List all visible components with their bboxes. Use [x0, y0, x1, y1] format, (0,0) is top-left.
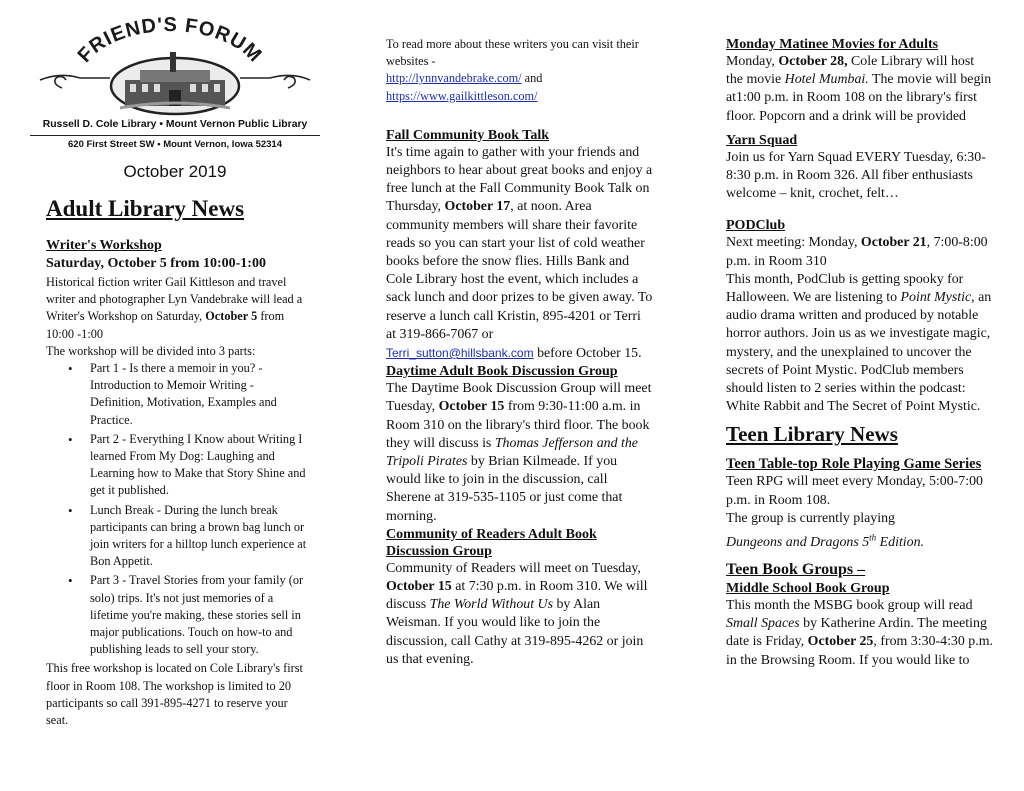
rpg-text: Teen RPG will meet every Monday, 5:00-7:00 p.m. in Room 108. The group is currently playing Dungeons and Dragons 5th Edition. [726, 474, 983, 550]
masthead-divider [30, 135, 320, 136]
library-address: 620 First Street SW • Mount Vernon, Iowa 52314 [68, 139, 282, 150]
community-readers-heading: Community of Readers Adult Book Discussion Group [386, 526, 597, 559]
lynn-vandebrake-link[interactable]: http://lynnvandebrake.com/ [386, 71, 522, 86]
middle-school-group-heading: Middle School Book Group [726, 580, 890, 596]
yarn-squad-heading: Yarn Squad [726, 132, 798, 148]
matinee-heading: Monday Matinee Movies for Adults [726, 37, 939, 52]
teen-news-title: Teen Library News [726, 422, 898, 447]
podclub-heading: PODClub [726, 218, 786, 234]
list-item: • Part 1 - Is there a memoir in you? - Introduction to Memoir Writing - Definition, Motivation, Examples and Practice. [90, 360, 308, 429]
issue-month: October 2019 [123, 162, 227, 181]
library-names: Russell D. Cole Library • Mount Vernon Public Library [42, 119, 308, 130]
fall-book-talk-text: It's time again to gather with your friends and neighbors to hear about great books and enjoy a free lunch at the Fall Community Book Talk on Thursday, October 17, at noon. Area community members will share their favorite reads so you can start your list of cold weather books before the snow flies. Hills Bank and Cole Library host the event, which includes a sack lunch and door prizes to be given away. To reserve a lunch call Kristin, 895-4201 or Terri at 319-866-7067 or Terri_sutton@hillsbank.com before October 15. [386, 144, 653, 362]
daytime-group-text: The Daytime Book Discussion Group will meet Tuesday, October 15 from 9:30-11:00 a.m. in Room 310 on the library's third floor. The book they will discuss is Thomas Jefferson and the Tripoli Pirates by Brian Kilmeade. If you would like to join in the discussion, call Sherene at 319-535-1105 or just come that morning. [386, 381, 652, 524]
workshop-parts-list [46, 360, 308, 658]
list-item: • Part 3 - Travel Stories from your family (or solo) trips. It's not just memories of a lifetime you're making, these stories sell in major publications. Touch on how-to and publishing leads to sell your story. [90, 572, 308, 658]
rpg-heading: Teen Table-top Role Playing Game Series [726, 456, 982, 473]
logo-arc-text: FRIEND'S FORUM [73, 14, 267, 67]
middle-school-group-text: This month the MSBG book group will read Small Spaces by Katherine Ardin. The meeting date is Friday, October 25, from 3:30-4:30 p.m. in the Browsing Room. If you would like to [726, 597, 993, 668]
workshop-date: Saturday, October 5 from 10:00-1:00 [46, 256, 266, 271]
column-1 [30, 0, 320, 729]
fall-book-talk-heading: Fall Community Book Talk [386, 127, 549, 143]
adult-news-title: Adult Library News [46, 196, 245, 221]
masthead [30, 0, 320, 158]
workshop-intro: Historical fiction writer Gail Kittleson and travel writer and photographer Lyn Vandebrake will lead a Writer's Workshop on Saturday, October 5 from 10:00 -1:00 [46, 275, 303, 341]
column-3 [726, 36, 994, 670]
daytime-group-heading: Daytime Adult Book Discussion Group [386, 364, 618, 380]
podclub-text: Next meeting: Monday, October 21, 7:00-8:00 p.m. in Room 310 This month, PodClub is getting spooky for Halloween. We are listening to Point Mystic, an audio drama written and produced by notable horror authors. Join us as we investigate magic, mystery, and the unexplained to uncover the secrets of Point Mystic. PodClub members should listen to 2 series within the podcast: White Rabbit and The Secret of Point Mystic. [726, 235, 992, 415]
writers-workshop-section [46, 237, 308, 729]
list-item: • Part 2 - Everything I Know about Writing I learned From My Dog: Laughing and Learning how to Make that Story Shine and get it published. [90, 431, 308, 500]
terri-email-link[interactable]: Terri_sutton@hillsbank.com [386, 346, 534, 361]
writers-workshop-heading: Writer's Workshop [46, 238, 162, 253]
workshop-closing: This free workshop is located on Cole Library's first floor in Room 108. The workshop is limited to 20 participants so call 391-895-4271 to reserve your seat. [46, 661, 303, 728]
community-readers-text: Community of Readers will meet on Tuesday, October 15 at 7:30 p.m. in Room 310. We will discuss The World Without Us by Alan Weisman. If you would like to join the discussion, call Cathy at 319-895-4262 or join us that evening. [386, 560, 648, 667]
teen-book-groups-heading: Teen Book Groups – [726, 560, 866, 578]
building-illustration [120, 52, 230, 108]
library-logo [30, 0, 320, 118]
workshop-parts-intro: The workshop will be divided into 3 parts: [46, 343, 256, 358]
matinee-text: Monday, October 28, Cole Library will host the movie Hotel Mumbai. The movie will begin at1:00 p.m. in Room 108 on the library's first floor. Popcorn and a drink will be provided [726, 54, 992, 124]
yarn-squad-text: Join us for Yarn Squad EVERY Tuesday, 6:30-8:30 p.m. in Room 326. All fiber enthusiasts welcome – knit, crochet, felt… [726, 149, 986, 202]
column-2 [386, 36, 654, 669]
websites-intro: To read more about these writers you can visit their websites - http://lynnvandebrake.com/ and https://www.gailkittleson.com/ [386, 37, 639, 103]
gail-kittleson-link[interactable]: https://www.gailkittleson.com/ [386, 88, 538, 103]
list-item: • Lunch Break - During the lunch break participants can bring a brown bag lunch or join writers for a hilltop lunch experience at Bon Appetit. [90, 502, 308, 571]
